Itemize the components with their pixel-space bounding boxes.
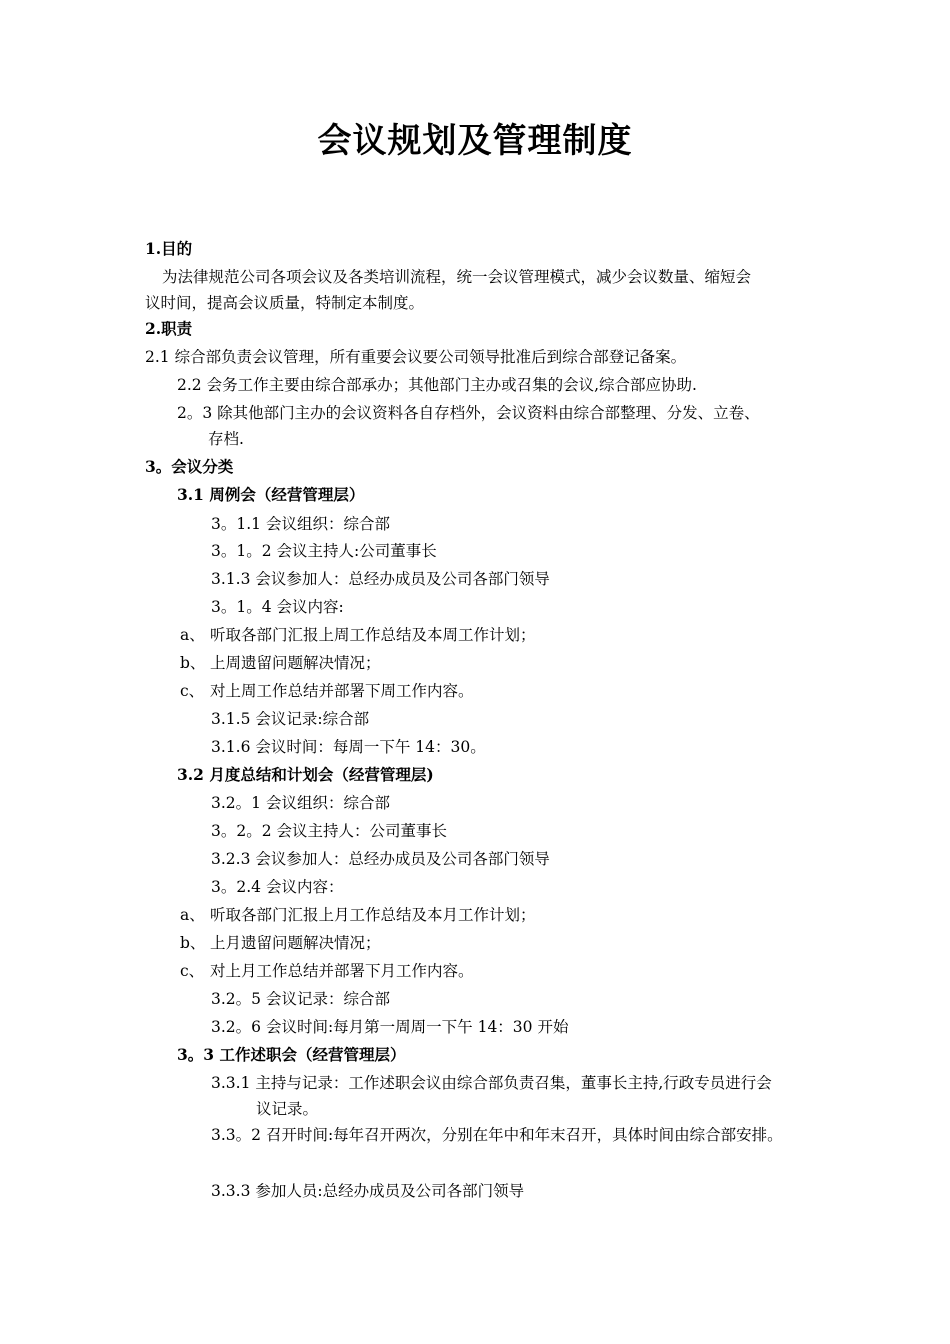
monthly-content-item-a <box>180 904 536 926</box>
section-2-heading: 2.职责 <box>145 319 193 338</box>
list-item-text: 上月遗留问题解决情况； <box>210 934 381 952</box>
list-marker: c、 <box>180 682 205 700</box>
section-2-item-2: 2.2 会务工作主要由综合部承办；其他部门主办或召集的会议,综合部应协助. <box>177 376 697 394</box>
document-title: 会议规划及管理制度 <box>317 121 633 161</box>
weekly-content-item-b <box>180 652 381 674</box>
weekly-content-item-c <box>180 680 474 702</box>
list-item-text: 对上月工作总结并部署下月工作内容。 <box>210 962 474 980</box>
weekly-meeting-organizer: 3。1.1 会议组织：综合部 <box>211 515 390 533</box>
list-marker: b、 <box>180 654 206 672</box>
section-2-item-3-line-2: 存档. <box>208 430 244 448</box>
monthly-meeting-organizer: 3.2。1 会议组织：综合部 <box>211 794 390 812</box>
monthly-meeting-record: 3.2。5 会议记录：综合部 <box>211 990 390 1008</box>
monthly-content-item-b <box>180 932 381 954</box>
monthly-meeting-time: 3.2。6 会议时间:每月第一周周一下午 14：30 开始 <box>211 1018 569 1036</box>
weekly-meeting-time: 3.1.6 会议时间：每周一下午 14：30。 <box>211 738 486 756</box>
section-2-item-1: 2.1 综合部负责会议管理，所有重要会议要公司领导批准后到综合部登记备案。 <box>145 348 687 366</box>
list-marker: a、 <box>180 906 205 924</box>
weekly-meeting-participants: 3.1.3 会议参加人：总经办成员及公司各部门领导 <box>211 570 550 588</box>
review-meeting-host-line-1: 3.3.1 主持与记录：工作述职会议由综合部负责召集，董事长主持,行政专员进行会 <box>211 1074 772 1092</box>
list-item-text: 上周遗留问题解决情况； <box>210 654 381 672</box>
section-1-paragraph-line-1: 为法律规范公司各项会议及各类培训流程，统一会议管理模式，减少会议数量、缩短会 <box>162 268 752 286</box>
review-meeting-host-line-2: 议记录。 <box>256 1100 319 1118</box>
list-marker: a、 <box>180 626 205 644</box>
weekly-meeting-heading: 3.1 周例会（经营管理层） <box>177 485 365 504</box>
list-item-text: 对上周工作总结并部署下周工作内容。 <box>210 682 474 700</box>
monthly-meeting-participants: 3.2.3 会议参加人：总经办成员及公司各部门领导 <box>211 850 550 868</box>
monthly-meeting-content-heading: 3。2.4 会议内容： <box>211 878 344 896</box>
review-meeting-heading: 3。3 工作述职会（经营管理层） <box>177 1045 406 1064</box>
section-1-heading: 1.目的 <box>145 239 193 258</box>
section-3-heading: 3。会议分类 <box>145 457 234 476</box>
monthly-meeting-heading: 3.2 月度总结和计划会（经营管理层) <box>177 765 434 784</box>
section-1-paragraph-line-2: 议时间，提高会议质量，特制定本制度。 <box>145 294 425 312</box>
monthly-content-item-c <box>180 960 474 982</box>
weekly-meeting-content-heading: 3。1。4 会议内容: <box>211 598 344 616</box>
weekly-meeting-record: 3.1.5 会议记录:综合部 <box>211 710 370 728</box>
list-marker: b、 <box>180 934 206 952</box>
section-2-item-3-line-1: 2。3 除其他部门主办的会议资料各自存档外，会议资料由综合部整理、分发、立卷、 <box>177 404 760 422</box>
review-meeting-participants: 3.3.3 参加人员:总经办成员及公司各部门领导 <box>211 1182 525 1200</box>
review-meeting-time: 3.3。2 召开时间:每年召开两次，分别在年中和年末召开，具体时间由综合部安排。 <box>211 1126 783 1144</box>
list-marker: c、 <box>180 962 205 980</box>
list-item-text: 听取各部门汇报上月工作总结及本月工作计划； <box>210 906 536 924</box>
list-item-text: 听取各部门汇报上周工作总结及本周工作计划； <box>210 626 536 644</box>
weekly-meeting-host: 3。1。2 会议主持人:公司董事长 <box>211 542 437 560</box>
monthly-meeting-host: 3。2。2 会议主持人：公司董事长 <box>211 822 448 840</box>
weekly-content-item-a <box>180 624 536 646</box>
